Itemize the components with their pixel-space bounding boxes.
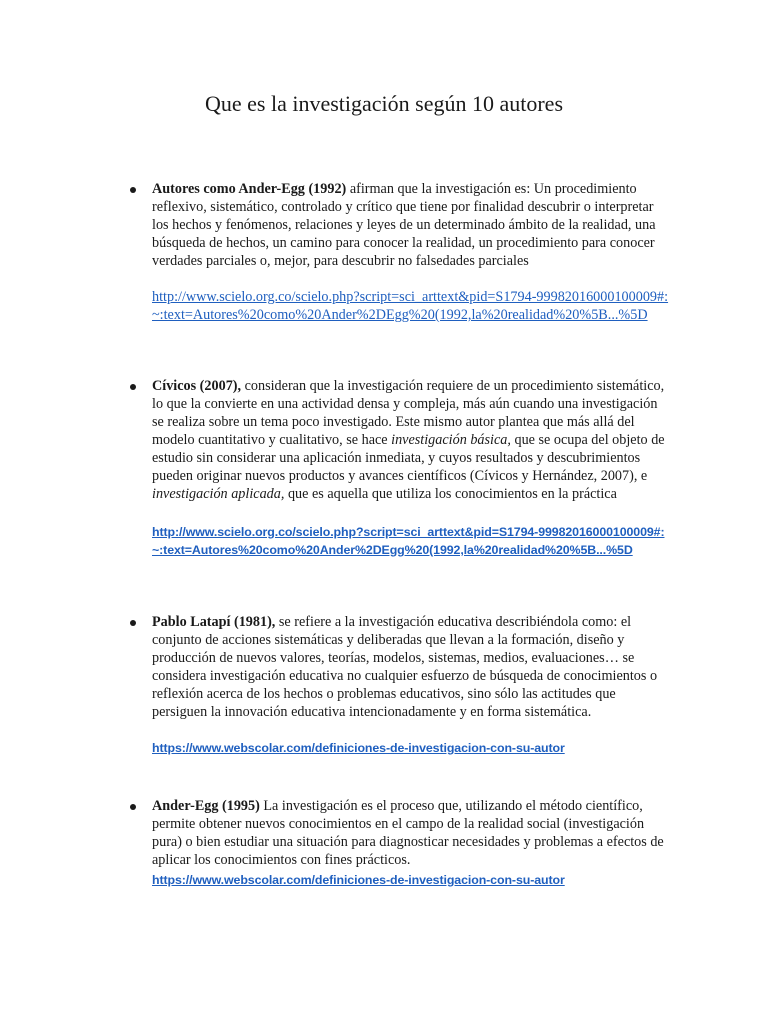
entry-author: Ander-Egg (1995) xyxy=(152,798,260,814)
list-item xyxy=(152,377,672,559)
entry-paragraph xyxy=(152,377,672,503)
bullet-icon xyxy=(130,384,136,390)
document-title: Que es la investigación según 10 autores xyxy=(204,91,563,116)
entry-author: Pablo Latapí (1981), xyxy=(152,614,276,630)
list-item xyxy=(152,180,672,324)
entry-text: afirman que la investigación es: Un procedimiento reflexivo, sistemático, controlado y crítico que tiene por finalidad descubrir o interpretar los hechos y fenómenos, relaciones y leyes de un determinado ámbito de la realidad, una búsqueda de hechos, un camino para conocer la realidad, un procedimiento para conocer verdades parciales o, mejor, para descubrir no falsedades parciales xyxy=(152,181,656,269)
entry-text: consideran que la investigación requiere de un procedimiento sistemático, lo que la convierte en una actividad densa y compleja, más aún cuando una investigación se realiza sobre un tema poco investigado. Este mismo autor plantea que más allá del modelo cuantitativo y cualitativo, se hace xyxy=(152,378,665,448)
entry-author: Autores como Ander-Egg (1992) xyxy=(152,181,347,197)
entry-text: La investigación es el proceso que, utilizando el método científico, permite obtener nuevos conocimientos en el campo de la realidad social (investigación pura) o bien estudiar una situación para diagnosticar necesidades y problemas a efectos de aplicar los conocimientos con fines prácticos. xyxy=(152,798,664,868)
entry-text: que se ocupa del objeto de estudio sin considerar una aplicación inmediata, y cuyos resultados y descubrimientos pueden originar nuevos productos y avances científicos (Cívicos y Hernández, 2007), e xyxy=(152,432,665,484)
entry-italic-term: investigación aplicada, xyxy=(152,486,285,502)
entry-paragraph xyxy=(152,180,672,270)
entry-author: Cívicos (2007), xyxy=(152,378,242,394)
bullet-icon xyxy=(130,620,136,626)
source-link[interactable]: http://www.scielo.org.co/scielo.php?script=sci_arttext&pid=S1794-99982016000100009#:~:text=Autores%20como%20Ander%2DEgg%20(1992,la%20realidad%20%5B...%5D xyxy=(152,289,669,323)
bullet-icon xyxy=(130,804,136,810)
list-item xyxy=(152,797,672,889)
entry-italic-term: investigación básica, xyxy=(391,432,511,448)
source-link[interactable]: https://www.webscolar.com/definiciones-de-investigacion-con-su-autor xyxy=(152,873,565,887)
source-link[interactable]: https://www.webscolar.com/definiciones-de-investigacion-con-su-autor xyxy=(152,741,565,755)
entry-text: se refiere a la investigación educativa describiéndola como: el conjunto de acciones sistemáticas y deliberadas que llevan a la formación, diseño y producción de nuevos valores, teorías, modelos, sistemas, medios, evaluaciones… se considera investigación educativa no cualquier esfuerzo de búsqueda de conocimientos o reflexión acerca de los hechos o problemas educativos, sino sólo las actitudes que persiguen la innovación educativa intencionadamente y en forma sistemática. xyxy=(152,614,658,720)
source-link[interactable]: http://www.scielo.org.co/scielo.php?script=sci_arttext&pid=S1794-99982016000100009#:~:text=Autores%20como%20Ander%2DEgg%20(1992,la%20realidad%20%5B...%5D xyxy=(152,525,665,557)
entry-paragraph xyxy=(152,797,672,869)
entry-text: que es aquella que utiliza los conocimientos en la práctica xyxy=(284,486,617,502)
bullet-icon xyxy=(130,187,136,193)
entry-paragraph xyxy=(152,613,672,721)
list-item xyxy=(152,613,672,757)
